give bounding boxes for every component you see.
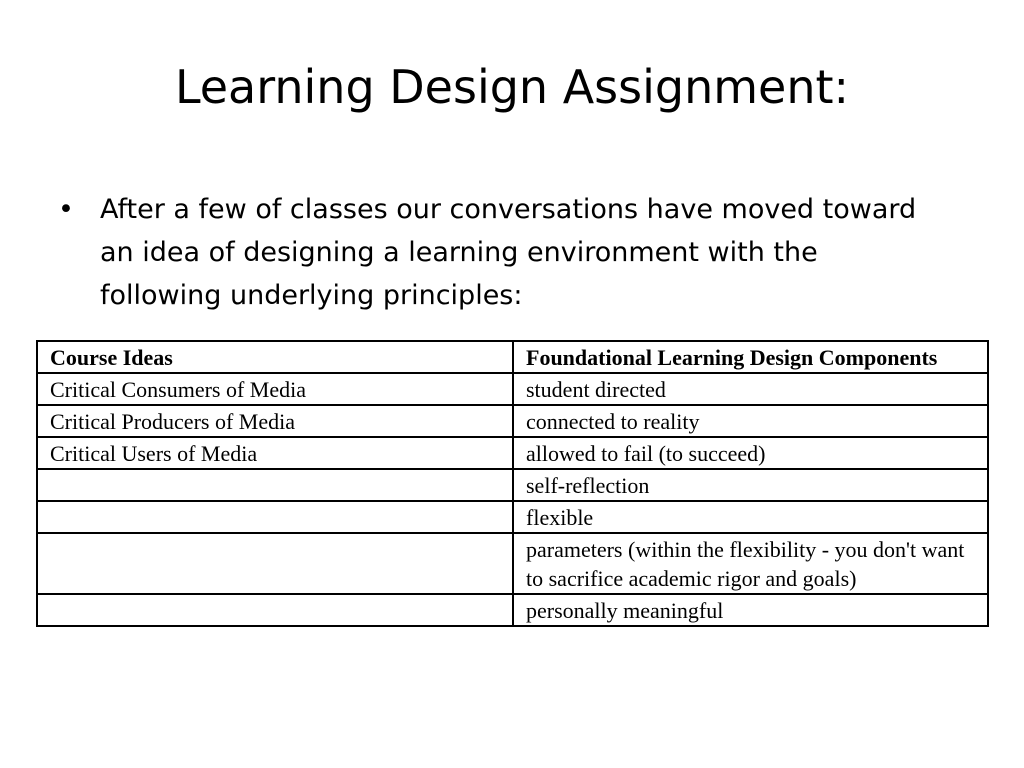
- table-row: [37, 501, 988, 533]
- header-course-ideas: Course Ideas: [37, 341, 513, 373]
- course-idea-cell: Critical Producers of Media: [37, 405, 513, 437]
- bullet-text: After a few of classes our conversations have moved toward an idea of designing a learning environment with the following underlying principles:: [100, 194, 917, 311]
- principles-table-container: [36, 340, 989, 627]
- design-component-cell: connected to reality: [513, 405, 988, 437]
- course-idea-cell: Critical Consumers of Media: [37, 373, 513, 405]
- design-component-cell: student directed: [513, 373, 988, 405]
- design-component-cell: personally meaningful: [513, 594, 988, 626]
- course-idea-cell: Critical Users of Media: [37, 437, 513, 469]
- bullet-point: [58, 188, 938, 317]
- course-idea-cell: [37, 594, 513, 626]
- design-component-cell: flexible: [513, 501, 988, 533]
- slide-title: Learning Design Assignment:: [174, 60, 850, 114]
- table-row: [37, 437, 988, 469]
- table-header-row: [37, 341, 988, 373]
- design-component-cell: parameters (within the flexibility - you don't want to sacrifice academic rigor and goals): [513, 533, 988, 594]
- table-row: [37, 533, 988, 594]
- course-idea-cell: [37, 533, 513, 594]
- course-idea-cell: [37, 501, 513, 533]
- principles-table: [36, 340, 989, 627]
- bullet-icon: •: [58, 194, 74, 225]
- table-row: [37, 469, 988, 501]
- design-component-cell: allowed to fail (to succeed): [513, 437, 988, 469]
- design-component-cell: self-reflection: [513, 469, 988, 501]
- header-design-components: Foundational Learning Design Components: [513, 341, 988, 373]
- table-row: [37, 594, 988, 626]
- table-row: [37, 373, 988, 405]
- course-idea-cell: [37, 469, 513, 501]
- table-row: [37, 405, 988, 437]
